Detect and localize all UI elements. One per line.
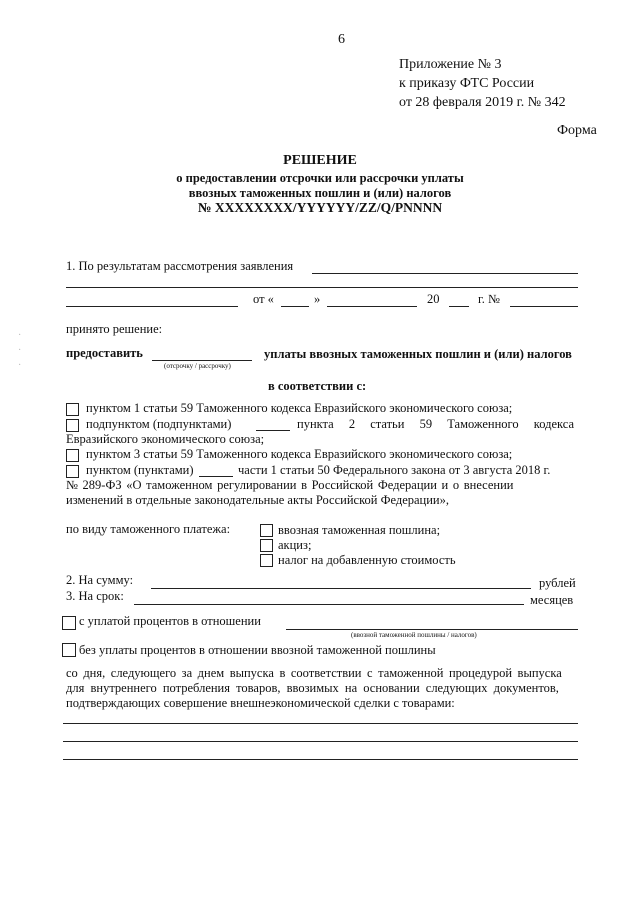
title-subline-2: ввозных таможенных пошлин и (или) налогов [188, 186, 452, 200]
with-interest-checkbox[interactable] [62, 616, 76, 630]
sum-unit: рублей [539, 576, 576, 590]
item-2-text-a: подпунктом (подпунктами) [86, 417, 232, 431]
sum-label: 2. На сумму: [66, 573, 134, 587]
grant-type-line[interactable] [152, 360, 252, 361]
date-from-label: от « [253, 292, 274, 306]
item-1-text: пунктом 1 статьи 59 Таможенного кодекса Евразийского экономического союза; [86, 401, 513, 415]
accordance-label: в соответствии с: [268, 379, 367, 393]
grant-rest-text: уплаты ввозных таможенных пошлин и (или) налогов [264, 347, 572, 361]
closing-line-1: со дня, следующего за днем выпуска в соответствии с таможенной процедурой выпуска [66, 666, 562, 680]
with-interest-label: с уплатой процентов в отношении [79, 614, 261, 628]
application-field-line-2[interactable] [66, 287, 578, 288]
term-label: 3. На срок: [66, 589, 124, 603]
item-4-text-c: № 289-ФЗ «О таможенном регулировании в Российской Федерации и о внесении [66, 478, 514, 492]
sum-field-line[interactable] [151, 588, 531, 589]
payment-duty-checkbox[interactable] [260, 524, 273, 537]
section-1-intro: 1. По результатам рассмотрения заявления [66, 259, 294, 273]
decision-label: принято решение: [66, 322, 163, 336]
closing-line-3: подтверждающих совершение внешнеэкономической сделки с товарами: [66, 696, 455, 710]
payment-type-label: по виду таможенного платежа: [66, 522, 231, 536]
documents-field-line-3[interactable] [63, 759, 578, 760]
application-number-line[interactable] [66, 306, 238, 307]
margin-mark: · [18, 330, 22, 341]
grant-type-hint: (отсрочку / рассрочку) [164, 362, 231, 370]
payment-excise-label: акциз; [278, 538, 312, 552]
with-interest-field-line[interactable] [286, 629, 578, 630]
without-interest-label: без уплаты процентов в отношении ввозной таможенной пошлины [79, 643, 436, 657]
appendix-line-1: Приложение № 3 [399, 57, 502, 72]
item-2-subpoint-line[interactable] [256, 430, 290, 431]
application-field-line[interactable] [312, 273, 578, 274]
appendix-line-2: к приказу ФТС России [399, 76, 535, 91]
date-year-prefix: 20 [427, 292, 440, 306]
closing-line-2: для внутреннего потребления товаров, ввозимых на основании следующих документов, [66, 681, 559, 695]
form-label: Форма [557, 123, 597, 138]
payment-vat-label: налог на добавленную стоимость [278, 553, 456, 567]
item-2-text-c: Евразийского экономического союза; [66, 432, 265, 446]
page-number: 6 [338, 32, 345, 47]
item-1-checkbox[interactable] [66, 403, 79, 416]
item-3-text: пунктом 3 статьи 59 Таможенного кодекса Евразийского экономического союза; [86, 447, 513, 461]
decision-number-line[interactable] [510, 306, 578, 307]
title-subline-1: о предоставлении отсрочки или рассрочки уплаты [176, 171, 464, 185]
date-day-line[interactable] [281, 306, 309, 307]
item-3-checkbox[interactable] [66, 449, 79, 462]
term-unit: месяцев [530, 593, 574, 607]
documents-field-line-1[interactable] [63, 723, 578, 724]
item-4-text-b: части 1 статьи 50 Федерального закона от 3 августа 2018 г. [238, 463, 551, 477]
item-4-text-a: пунктом (пунктами) [86, 463, 194, 477]
item-4-text-d: изменений в отдельные законодательные акты Российской Федерации», [66, 493, 449, 507]
margin-mark: · [18, 360, 22, 371]
date-year-line[interactable] [449, 306, 469, 307]
item-2-text-b-content: пункта 2 статьи 59 Таможенного кодекса [297, 417, 574, 431]
term-field-line[interactable] [134, 604, 524, 605]
date-quote-close: » [314, 292, 321, 306]
appendix-line-3: от 28 февраля 2019 г. № 342 [399, 95, 566, 110]
payment-excise-checkbox[interactable] [260, 539, 273, 552]
with-interest-hint: (ввозной таможенной пошлины / налогов) [351, 631, 477, 639]
item-2-checkbox[interactable] [66, 419, 79, 432]
item-2-text-b [297, 417, 578, 432]
documents-field-line-2[interactable] [63, 741, 578, 742]
payment-vat-checkbox[interactable] [260, 554, 273, 567]
payment-duty-label: ввозная таможенная пошлина; [278, 523, 441, 537]
item-4-checkbox[interactable] [66, 465, 79, 478]
document-number: № XXXXXXXX/YYYYYY/ZZ/Q/PNNNN [197, 200, 443, 215]
date-month-line[interactable] [327, 306, 417, 307]
number-label: г. № [478, 292, 500, 306]
document-title: РЕШЕНИЕ [283, 153, 357, 168]
grant-label: предоставить [66, 346, 143, 360]
margin-mark: · [18, 345, 22, 356]
item-4-point-line[interactable] [199, 476, 233, 477]
without-interest-checkbox[interactable] [62, 643, 76, 657]
